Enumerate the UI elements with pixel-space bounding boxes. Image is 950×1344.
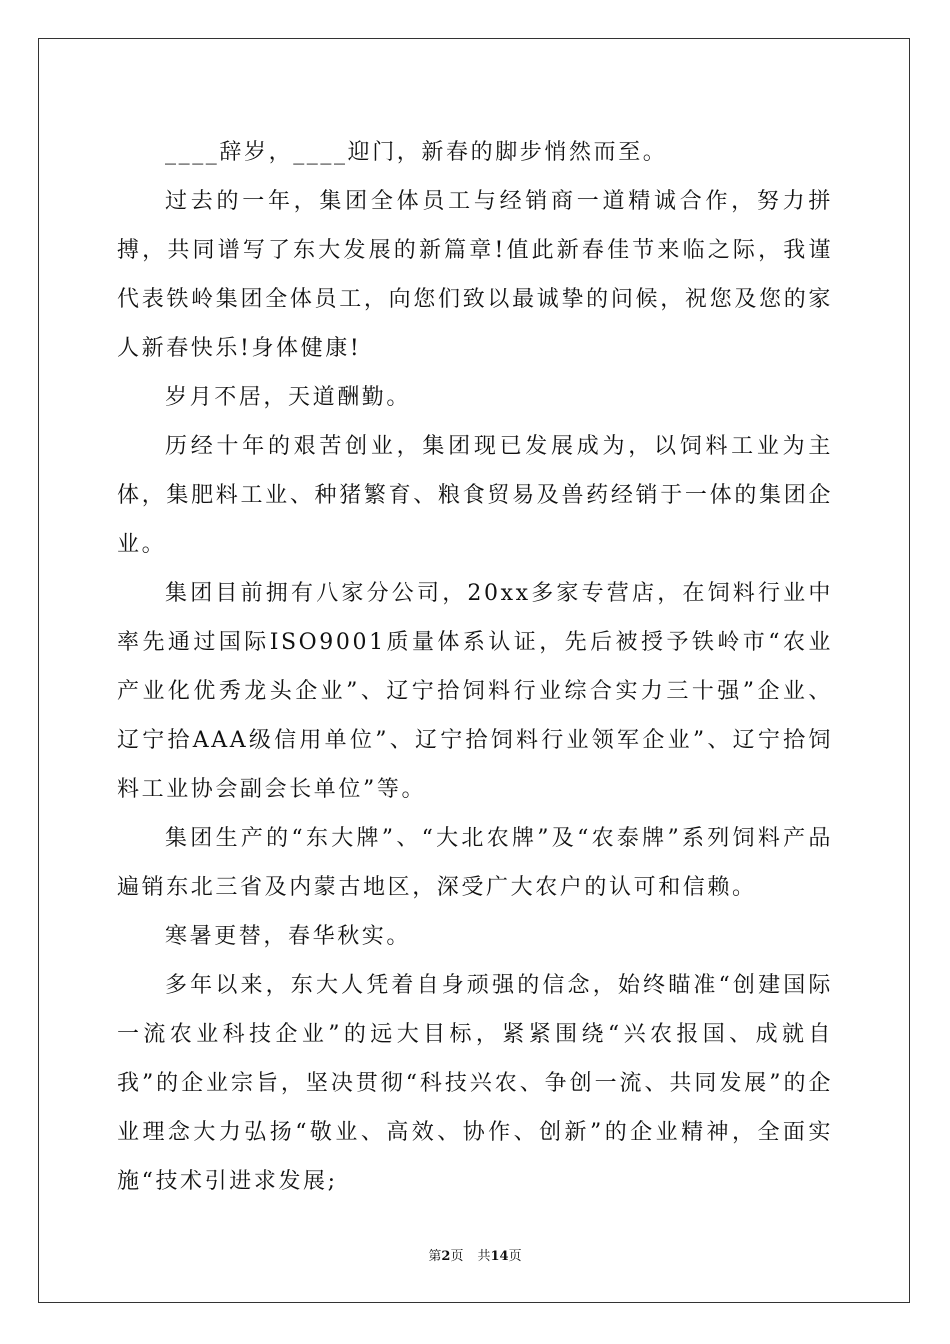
page-unit: 页	[450, 1249, 464, 1264]
paragraph: 集团生产的“东大牌”、“大北农牌”及“农泰牌”系列饲料产品遍销东北三省及内蒙古地区，深受广大农户的认可和信赖。	[117, 826, 833, 900]
paragraph: 过去的一年，集团全体员工与经销商一道精诚合作，努力拼搏，共同谱写了东大发展的新篇章!值此新春佳节来临之际，我谨代表铁岭集团全体员工，向您们致以最诚挚的问候，祝您及您的家人新春快乐!身体健康!	[117, 189, 833, 361]
page-prefix: 第	[428, 1249, 442, 1264]
total-page-count: 14	[490, 1249, 509, 1264]
total-unit: 页	[508, 1249, 522, 1264]
paragraph: 历经十年的艰苦创业，集团现已发展成为，以饲料工业为主体，集肥料工业、种猪繁育、粮食贸易及兽药经销于一体的集团企业。	[117, 434, 833, 557]
document-body	[117, 128, 833, 1206]
total-prefix: 共	[477, 1249, 491, 1264]
paragraph: ____辞岁，____迎门，新春的脚步悄然而至。	[165, 140, 668, 165]
paragraph: 岁月不居，天道酬勤。	[165, 385, 412, 410]
current-page-number: 2	[441, 1249, 451, 1264]
paragraph: 寒暑更替，春华秋实。	[165, 924, 412, 949]
paragraph: 集团目前拥有八家分公司，20xx多家专营店，在饲料行业中率先通过国际ISO9001质量体系认证，先后被授予铁岭市“农业产业化优秀龙头企业”、辽宁拾饲料行业综合实力三十强”企业、辽宁拾AAA级信用单位”、辽宁拾饲料行业领军企业”、辽宁拾饲料工业协会副会长单位”等。	[117, 581, 833, 802]
paragraph: 多年以来，东大人凭着自身顽强的信念，始终瞄准“创建国际一流农业科技企业”的远大目标，紧紧围绕“兴农报国、成就自我”的企业宗旨，坚决贯彻“科技兴农、争创一流、共同发展”的企业理念大力弘扬“敬业、高效、协作、创新”的企业精神，全面实施“技术引进求发展;	[117, 973, 833, 1194]
page-footer	[0, 1248, 950, 1266]
